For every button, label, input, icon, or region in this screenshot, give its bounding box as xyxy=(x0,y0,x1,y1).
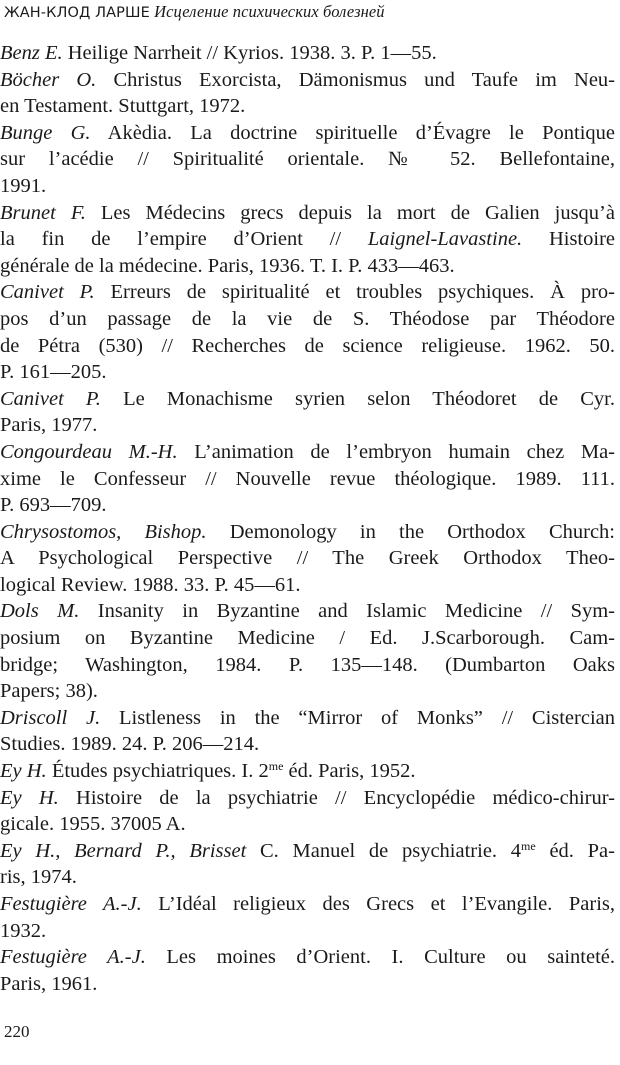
entry-text: 1991. xyxy=(0,174,47,197)
entry-text: xime le Confesseur // Nouvelle revue théologique. 1989. 111. xyxy=(0,467,615,490)
entry-line xyxy=(0,306,615,333)
entry-text: Papers; 38). xyxy=(0,680,98,703)
entry-line xyxy=(0,279,615,306)
entry-text: Heilige Narrheit // Kyrios. 1938. 3. P. 1—55. xyxy=(62,42,437,64)
entry-author-text: Canivet P. xyxy=(0,281,95,304)
bibliography-entry xyxy=(0,891,615,944)
bibliography-entry xyxy=(0,785,615,838)
entry-text: Études psychiatriques. I. 2 xyxy=(46,760,269,783)
entry-author-text: Ey H., Bernard P., Brisset xyxy=(0,839,247,862)
entry-text: Paris, 1961. xyxy=(0,972,98,995)
entry-line xyxy=(0,678,615,705)
entry-text: générale de la médecine. Paris, 1936. T. I. P. 433—463. xyxy=(0,254,455,277)
superscript-text: me xyxy=(268,759,284,774)
entry-line xyxy=(0,918,615,945)
entry-text: Akèdia. La doctrine spirituelle d’Évagre le Pontique xyxy=(90,121,615,144)
entry-text: Studies. 1989. 24. P. 206—214. xyxy=(0,733,260,756)
entry-text: éd. Pa- xyxy=(535,839,615,862)
entry-line xyxy=(0,971,615,998)
entry-author-text: Ey H. xyxy=(0,760,47,783)
entry-line xyxy=(0,67,615,94)
entry-text: Demonology in the Orthodox Church: xyxy=(206,520,615,543)
running-header xyxy=(4,2,385,22)
entry-text: Le Monachisme syrien selon Théodoret de Cyr. xyxy=(100,387,615,410)
header-title: Исцеление психических болезней xyxy=(154,2,385,21)
entry-text: Histoire de la psychiatrie // Encyclopédie médico-chirur- xyxy=(58,786,615,809)
entry-line xyxy=(0,120,615,147)
entry-text: pos d’un passage de la vie de S. Théodose par Théodore xyxy=(0,307,615,330)
entry-author-text: Dols M. xyxy=(0,600,80,623)
entry-line xyxy=(0,412,615,439)
entry-line xyxy=(0,253,615,280)
entry-text: Les Médecins grecs depuis la mort de Galien jusqu’à xyxy=(85,201,615,224)
entry-text: Histoire xyxy=(522,228,615,251)
entry-line xyxy=(0,758,615,785)
entry-author-text: Festugière A.-J. xyxy=(0,893,142,915)
entry-author-text: Canivet P. xyxy=(0,387,101,410)
bibliography-entry xyxy=(0,944,615,997)
entry-text: Erreurs de spiritualité et troubles psychiques. À pro- xyxy=(94,281,615,304)
entry-text: sur l’acédie // Spiritualité orientale. № 52. Bellefontaine, xyxy=(0,148,615,171)
entry-line xyxy=(0,731,615,758)
entry-line xyxy=(0,200,615,227)
entry-line xyxy=(0,40,615,67)
entry-author-text: Chrysostomos, Bishop. xyxy=(0,520,207,543)
entry-text: gicale. 1955. 37005 A. xyxy=(0,813,186,836)
bibliography-entry xyxy=(0,279,615,385)
bibliography-entry xyxy=(0,120,615,200)
entry-text: 1932. xyxy=(0,919,47,942)
entry-line xyxy=(0,944,615,971)
entry-text: Les moines d’Orient. I. Culture ou sainteté. xyxy=(145,946,615,969)
bibliography-entry xyxy=(0,758,615,785)
entry-line xyxy=(0,572,615,599)
bibliography-entry xyxy=(0,439,615,519)
entry-line xyxy=(0,545,615,572)
entry-line xyxy=(0,492,615,519)
entry-line xyxy=(0,359,615,386)
bibliography-entry xyxy=(0,838,615,891)
entry-line xyxy=(0,226,615,253)
entry-line xyxy=(0,625,615,652)
bibliography-entry xyxy=(0,40,615,67)
bibliography-entry xyxy=(0,598,615,704)
entry-author-text: Congourdeau M.-H. xyxy=(0,440,178,463)
entry-text: Listleness in the “Mirror of Monks” // Cistercian xyxy=(100,706,616,729)
entry-author-text: Benz E. xyxy=(0,42,63,64)
entry-text: Paris, 1977. xyxy=(0,414,98,437)
entry-author-text: Bunge G. xyxy=(0,121,91,144)
entry-text: de Pétra (530) // Recherches de science religieuse. 1962. 50. xyxy=(0,334,615,357)
bibliography-list xyxy=(0,40,615,997)
entry-line xyxy=(0,785,615,812)
entry-text: L’animation de l’embryon humain chez Ma- xyxy=(177,440,615,463)
entry-author-text: Driscoll J. xyxy=(0,706,101,729)
entry-line xyxy=(0,598,615,625)
entry-line xyxy=(0,466,615,493)
entry-line xyxy=(0,146,615,173)
entry-author-text: Brunet F. xyxy=(0,201,86,224)
bibliography-entry xyxy=(0,519,615,599)
entry-line xyxy=(0,386,615,413)
entry-text: P. 161—205. xyxy=(0,361,107,384)
superscript-text: me xyxy=(521,838,536,853)
bibliography-entry xyxy=(0,67,615,120)
entry-text: éd. Paris, 1952. xyxy=(283,760,416,783)
entry-line xyxy=(0,519,615,546)
entry-text: A Psychological Perspective // The Greek Orthodox Theo- xyxy=(0,547,615,570)
entry-text: posium on Byzantine Medicine / Ed. J.Scarborough. Cam- xyxy=(0,627,615,650)
entry-author-text: Ey H. xyxy=(0,786,59,809)
page-number: 220 xyxy=(4,1022,30,1041)
entry-line xyxy=(0,439,615,466)
entry-line xyxy=(0,333,615,360)
entry-line xyxy=(0,838,615,865)
header-author: ЖАН-КЛОД ЛАРШЕ xyxy=(4,5,150,21)
entry-text: C. Manuel de psychiatrie. 4 xyxy=(246,839,522,862)
entry-text: logical Review. 1988. 33. P. 45—61. xyxy=(0,573,301,596)
entry-author-text: Böcher O. xyxy=(0,68,97,91)
entry-line xyxy=(0,705,616,732)
entry-text: la fin de l’empire d’Orient // xyxy=(0,228,368,251)
entry-line xyxy=(0,652,615,679)
entry-text: Christus Exorcista, Dämonismus und Taufe im Neu- xyxy=(96,68,615,91)
entry-text: bridge; Washington, 1984. P. 135—148. (Dumbarton Oaks xyxy=(0,653,615,676)
entry-line xyxy=(0,93,615,120)
bibliography-entry xyxy=(0,705,615,758)
entry-author-text: Laignel-Lavastine. xyxy=(367,228,523,251)
entry-line xyxy=(0,811,615,838)
entry-text: ris, 1974. xyxy=(0,866,77,889)
bibliography-entry xyxy=(0,200,615,280)
entry-text: en Testament. Stuttgart, 1972. xyxy=(0,95,246,118)
bibliography-entry xyxy=(0,386,615,439)
entry-line xyxy=(0,891,616,918)
entry-author-text: Festugière A.-J. xyxy=(0,946,146,969)
entry-line xyxy=(0,864,615,891)
entry-text: Insanity in Byzantine and Islamic Medicine // Sym- xyxy=(79,600,615,623)
entry-text: L’Idéal religieux des Grecs et l’Evangile. Paris, xyxy=(141,893,616,915)
entry-line xyxy=(0,173,615,200)
entry-text: P. 693—709. xyxy=(0,494,107,517)
